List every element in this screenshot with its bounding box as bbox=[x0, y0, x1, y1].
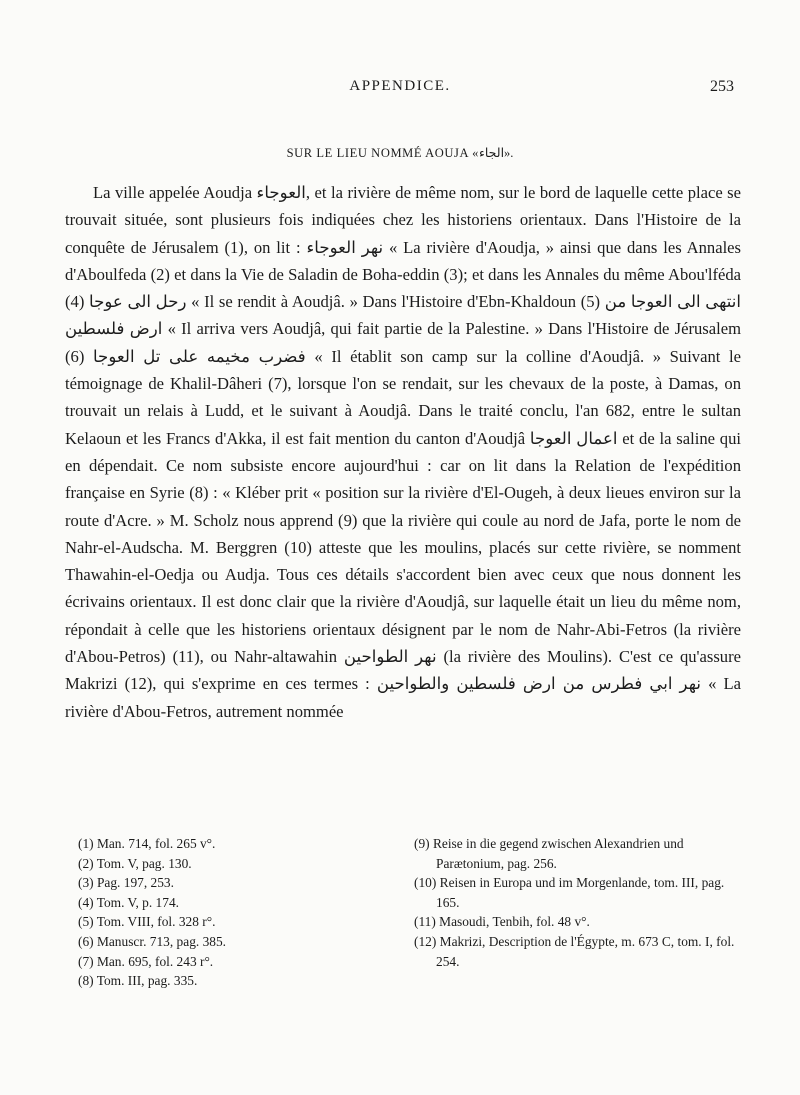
footnote: (1) Man. 714, fol. 265 v°. bbox=[78, 836, 216, 851]
footnotes-right-column bbox=[414, 834, 750, 991]
running-title: APPENDICE. bbox=[349, 78, 451, 94]
footnote: (7) Man. 695, fol. 243 r°. bbox=[78, 953, 214, 969]
footnote: (5) Tom. VIII, fol. 328 r°. bbox=[78, 914, 216, 930]
footnote: (11) Masoudi, Tenbih, fol. 48 v°. bbox=[414, 914, 590, 930]
body-paragraph: La ville appelée Aoudja العوجاء, et la rivière de même nom, sur le bord de laquelle cette place se trouvait située, sont plusieurs fois indiquées chez les historiens orientaux. Dans l'Histoire de la conquête de Jérusalem (1), on lit : نهر العوجاء « La rivière d'Aoudja, » ainsi que dans les Annales d'Aboulfeda (2) et dans la Vie de Saladin de Boha-eddin (3); et dans les Annales du même Abou'lféda (4) رحل الى عوجا « Il se rendit à Aoudjâ. » Dans l'Histoire d'Ebn-Khaldoun (5) انتهى الى العوجا من ارض فلسطين « Il arriva vers Aoudjâ, qui fait partie de la Palestine. » Dans l'Histoire de Jérusalem (6) فضرب مخيمه على تل العوجا « Il établit son camp sur la colline d'Aoudjâ. » Suivant le témoignage de Khalil-Dâheri (7), lorsque l'on se rendait, sur les chevaux de la poste, à Damas, on trouvait un relais à Ludd, et le suivant à Aoudjâ. Dans le traité conclu, l'an 682, entre le sultan Kelaoun et les Francs d'Akka, il est fait mention du canton d'Aoudjâ اعمال العوجا et de la saline qui en dépendait. Ce nom subsiste encore aujourd'hui : car on lit dans la Relation de l'expédition française en Syrie (8) : « Kléber prit « position sur la rivière d'El-Ougeh, à deux lieues environ sur la route d'Acre. » M. Scholz nous apprend (9) que la rivière qui coule au nord de Jafa, porte le nom de Nahr-el-Audscha. M. Berggren (10) atteste que les moulins, placés sur cette rivière, se nomment Thawahin-el-Oedja ou Audja. Tous ces détails s'accordent bien avec ceux que nous donnent les écrivains orientaux. Il est donc clair que la rivière d'Aoudjâ, sur laquelle était un lieu du même nom, répondait à celle que les historiens orientaux désignent par le nom de Nahr-Abi-Fetros (la rivière d'Abou-Petros) (11), ou Nahr-altawahin نهر الطواحين (la rivière des Moulins). C'est ce qu'assure Makrizi (12), qui s'exprime en ces termes : نهر ابي فطرس من ارض فلسطين والطواحين « La rivière d'Abou-Fetros, autrement nommée bbox=[65, 183, 742, 721]
body-text bbox=[65, 179, 741, 725]
footnote: (12) Makrizi, Description de l'Égypte, m. 673 C, tom. I, fol. 254. bbox=[414, 933, 735, 969]
footnotes-left-column bbox=[78, 834, 396, 991]
footnotes bbox=[78, 834, 750, 991]
footnote: (9) Reise in die gegend zwischen Alexandrien und Parætonium, pag. 256. bbox=[414, 836, 684, 871]
footnote: (6) Manuscr. 713, pag. 385. bbox=[78, 933, 227, 949]
footnote: (4) Tom. V, p. 174. bbox=[78, 894, 179, 910]
footnote: (3) Pag. 197, 253. bbox=[78, 875, 174, 891]
footnote: (10) Reisen in Europa und im Morgenlande, tom. III, pag. 165. bbox=[414, 875, 725, 910]
running-head bbox=[0, 78, 800, 102]
section-title: SUR LE LIEU NOMMÉ AOUJA «الجاء». bbox=[286, 146, 514, 160]
page-number: 253 bbox=[710, 78, 734, 95]
footnote: (8) Tom. III, pag. 335. bbox=[78, 973, 198, 989]
footnote: (2) Tom. V, pag. 130. bbox=[78, 855, 192, 871]
